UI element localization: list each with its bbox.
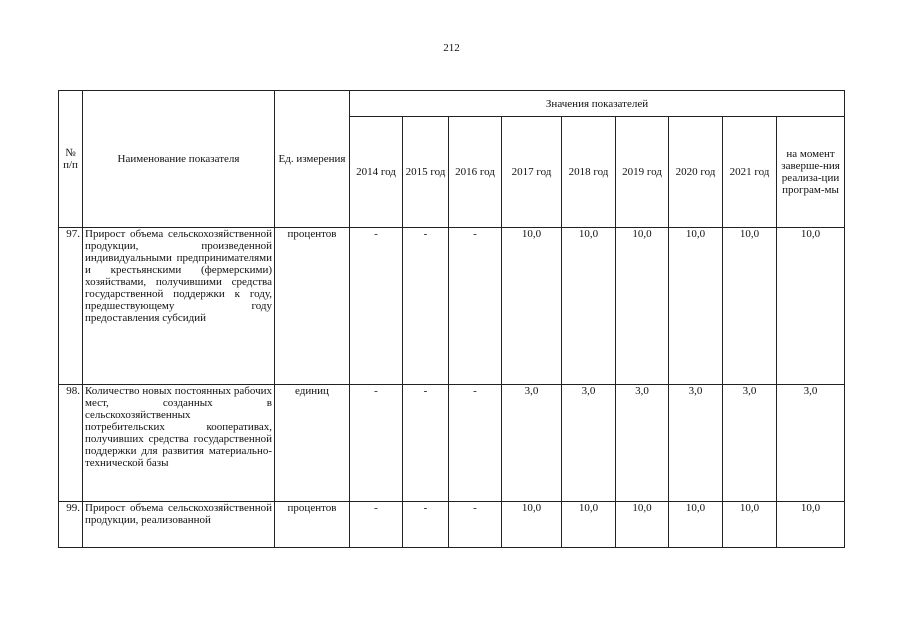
indicators-table xyxy=(58,90,845,548)
value-2020: 10,0 xyxy=(669,228,723,385)
header-year-2018: 2018 год xyxy=(562,117,616,228)
value-completion: 3,0 xyxy=(777,385,845,502)
header-year-2019: 2019 год xyxy=(616,117,669,228)
row-number: 99. xyxy=(59,502,83,548)
value-completion: 10,0 xyxy=(777,502,845,548)
header-unit: Ед. измерения xyxy=(275,91,350,228)
value-2014: - xyxy=(350,228,403,385)
value-2014: - xyxy=(350,502,403,548)
table-row xyxy=(59,502,845,548)
header-year-2017: 2017 год xyxy=(502,117,562,228)
value-2021: 10,0 xyxy=(723,228,777,385)
header-num: № п/п xyxy=(59,91,83,228)
header-year-2021: 2021 год xyxy=(723,117,777,228)
value-2018: 3,0 xyxy=(562,385,616,502)
indicator-name: Прирост объема сельскохозяйственной продукции, реализованной xyxy=(83,502,275,548)
header-name: Наименование показателя xyxy=(83,91,275,228)
value-2015: - xyxy=(403,502,449,548)
indicator-unit: единиц xyxy=(275,385,350,502)
header-row-group xyxy=(59,91,845,117)
indicator-name: Прирост объема сельскохозяйственной продукции, произведенной индивидуальными предпринимателями и крестьянскими (фермерскими) хозяйствами, получившими средства государственной поддержки к году, предшествующему году предоставления субсидий xyxy=(83,228,275,385)
value-2016: - xyxy=(449,385,502,502)
header-year-completion: на момент заверше-ния реализа-ции програм-мы xyxy=(777,117,845,228)
value-2016: - xyxy=(449,502,502,548)
header-year-2016: 2016 год xyxy=(449,117,502,228)
table-row xyxy=(59,385,845,502)
value-2019: 10,0 xyxy=(616,502,669,548)
value-2021: 10,0 xyxy=(723,502,777,548)
header-year-2014: 2014 год xyxy=(350,117,403,228)
value-2021: 3,0 xyxy=(723,385,777,502)
value-2017: 10,0 xyxy=(502,502,562,548)
value-2015: - xyxy=(403,228,449,385)
value-2019: 10,0 xyxy=(616,228,669,385)
page-number: 212 xyxy=(443,42,460,54)
row-number: 97. xyxy=(59,228,83,385)
value-2017: 10,0 xyxy=(502,228,562,385)
value-2020: 10,0 xyxy=(669,502,723,548)
value-2014: - xyxy=(350,385,403,502)
value-2016: - xyxy=(449,228,502,385)
header-year-2015: 2015 год xyxy=(403,117,449,228)
table-row xyxy=(59,228,845,385)
value-2018: 10,0 xyxy=(562,502,616,548)
value-completion: 10,0 xyxy=(777,228,845,385)
value-2019: 3,0 xyxy=(616,385,669,502)
header-year-2020: 2020 год xyxy=(669,117,723,228)
value-2017: 3,0 xyxy=(502,385,562,502)
indicator-name: Количество новых постоянных рабочих мест, созданных в сельскохозяйственных потребительских кооперативах, получивших средства государственной поддержки для развития материально-технической базы xyxy=(83,385,275,502)
value-2015: - xyxy=(403,385,449,502)
indicator-unit: процентов xyxy=(275,228,350,385)
row-number: 98. xyxy=(59,385,83,502)
indicator-unit: процентов xyxy=(275,502,350,548)
header-values-group: Значения показателей xyxy=(350,91,845,117)
value-2018: 10,0 xyxy=(562,228,616,385)
value-2020: 3,0 xyxy=(669,385,723,502)
